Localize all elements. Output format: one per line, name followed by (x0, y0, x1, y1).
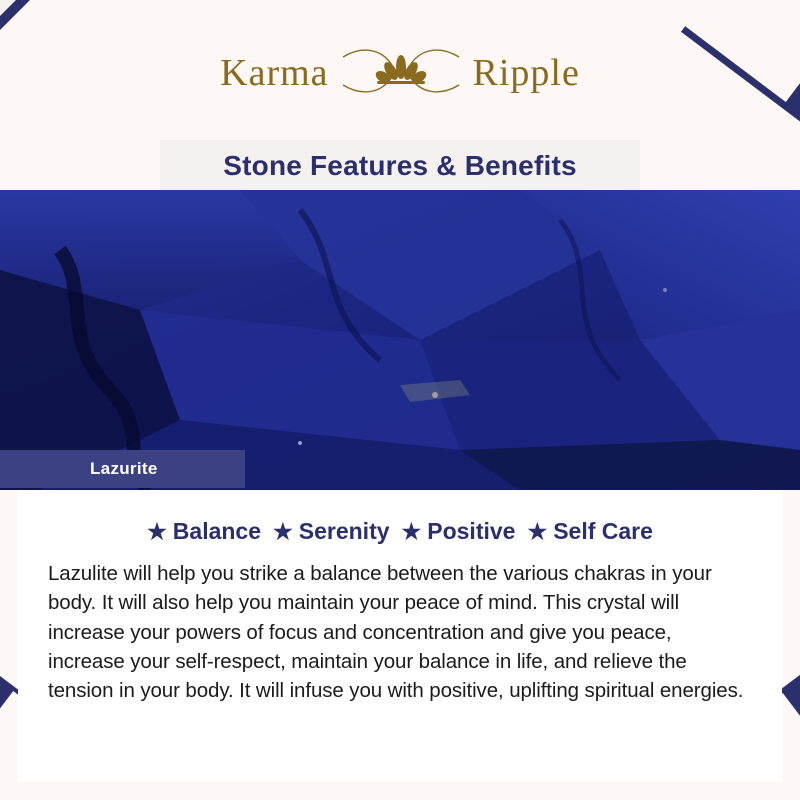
keyword-balance (147, 518, 261, 545)
keyword-serenity (265, 518, 390, 545)
brand-logo (0, 34, 800, 112)
corner-decoration-top-left-inner (0, 0, 16, 16)
brand-name-right: Ripple (472, 52, 580, 94)
stone-description: Lazulite will help you strike a balance between the various chakras in your body. It will also help you maintain your peace of mind. This crystal will increase your powers of focus and concentration and give you peace, increase your self-respect, maintain your balance in life, and relieve the tension in your body. It will infuse you with positive, uplifting spiritual energies. (48, 562, 744, 703)
keyword-label: Balance (172, 518, 262, 544)
stone-name-label: Lazurite (90, 459, 158, 478)
keyword-self-care (519, 518, 652, 545)
stone-photo (0, 190, 800, 490)
keyword-label: Self Care (553, 518, 653, 544)
brand-name-left: Karma (220, 52, 329, 94)
keyword-list (48, 518, 752, 545)
lotus-flower-icon (341, 39, 461, 108)
keyword-positive (394, 518, 516, 545)
star-icon: ★ (401, 518, 422, 544)
keyword-label: Positive (427, 518, 516, 544)
star-icon: ★ (273, 518, 293, 544)
keyword-label: Serenity (298, 518, 390, 544)
star-icon: ★ (147, 518, 167, 544)
page-title (160, 140, 640, 192)
stone-name-tab (0, 450, 245, 488)
page-title-text: Stone Features & Benefits (223, 150, 577, 181)
description-panel (18, 490, 782, 782)
star-icon: ★ (527, 518, 548, 544)
